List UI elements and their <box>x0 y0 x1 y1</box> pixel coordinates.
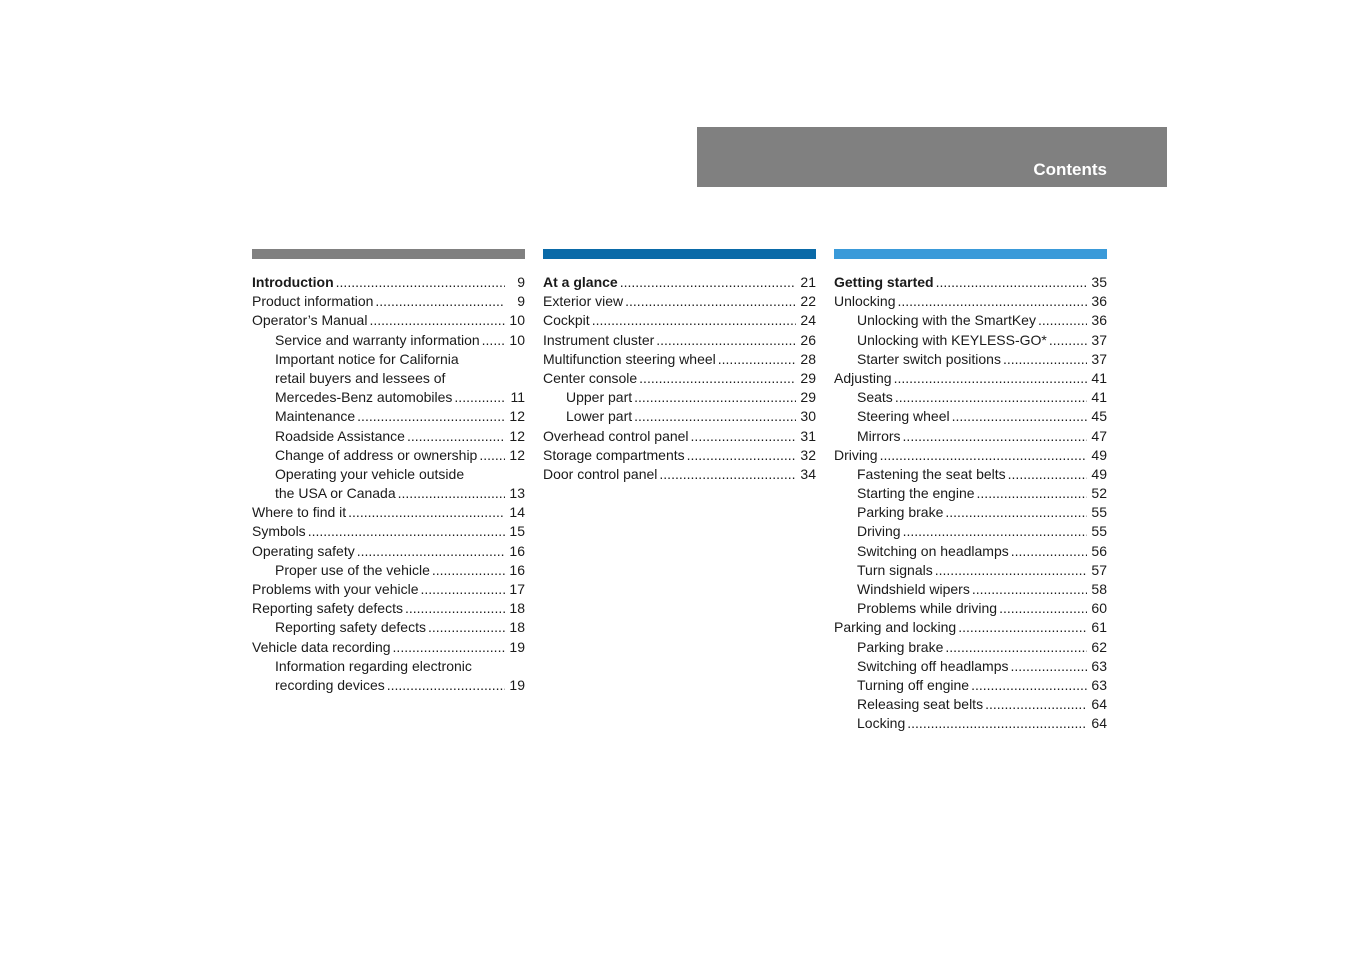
toc-entry-page-number: 60 <box>1091 600 1107 617</box>
toc-entry-label: Instrument cluster <box>543 331 655 348</box>
toc-entry[interactable] <box>834 522 1107 541</box>
toc-entry-label: At a glance <box>543 274 618 290</box>
toc-entry-page-number: 36 <box>1091 293 1107 310</box>
toc-entry-label: Switching off headlamps <box>857 657 1009 674</box>
toc-entry-page-number: 14 <box>509 504 525 521</box>
toc-entry[interactable] <box>834 273 1107 292</box>
toc-entry-label: Problems with your vehicle <box>252 581 419 597</box>
toc-list <box>834 273 1107 734</box>
dot-leader <box>620 273 796 292</box>
toc-entry-label: Operating your vehicle outside <box>275 465 465 482</box>
toc-entry[interactable] <box>834 542 1107 561</box>
dot-leader <box>903 522 1087 541</box>
dot-leader <box>691 427 796 446</box>
toc-column-introduction <box>252 249 525 695</box>
toc-entry-continuation <box>252 369 525 388</box>
toc-entry-page-number: 37 <box>1091 350 1107 367</box>
toc-entry-page-number: 41 <box>1091 369 1107 386</box>
toc-entry[interactable] <box>834 503 1107 522</box>
toc-entry[interactable] <box>543 427 816 446</box>
toc-entry[interactable] <box>252 484 525 503</box>
toc-entry-page-number: 47 <box>1091 427 1107 444</box>
toc-entry[interactable] <box>834 331 1107 350</box>
toc-entry-page-number: 24 <box>800 312 816 329</box>
toc-entry-label: Upper part <box>566 389 633 406</box>
section-bar <box>543 249 816 259</box>
toc-entry-page-number: 28 <box>800 350 816 367</box>
toc-entry[interactable] <box>543 369 816 388</box>
toc-entry-page-number: 58 <box>1091 581 1107 597</box>
toc-entry-page-number: 36 <box>1091 312 1107 329</box>
toc-entry-label: Unlocking with the SmartKey <box>857 312 1036 329</box>
toc-entry-label: Locking <box>857 715 906 732</box>
dot-leader <box>999 599 1087 618</box>
toc-entry[interactable] <box>834 638 1107 657</box>
toc-entry-label: Maintenance <box>275 408 356 425</box>
toc-entry-page-number: 16 <box>509 561 525 578</box>
dot-leader <box>659 465 796 484</box>
toc-entry-page-number: 15 <box>509 523 525 540</box>
toc-entry-label: the USA or Canada <box>275 485 396 502</box>
toc-entry[interactable] <box>252 427 525 446</box>
toc-entry-label: Fastening the seat belts <box>857 465 1006 482</box>
toc-entry-page-number: 64 <box>1091 696 1107 713</box>
toc-entry-page-number: 30 <box>800 408 816 425</box>
toc-list <box>252 273 525 695</box>
toc-entry[interactable] <box>252 388 525 407</box>
dot-leader <box>952 407 1087 426</box>
toc-entry-page-number: 13 <box>509 485 525 502</box>
toc-entry-label: Lower part <box>566 408 633 425</box>
toc-entry-label: Driving <box>857 523 901 540</box>
toc-entry-page-number: 10 <box>509 312 525 329</box>
toc-entry[interactable] <box>543 388 816 407</box>
toc-entry-page-number: 45 <box>1091 408 1107 425</box>
toc-entry[interactable] <box>834 599 1107 618</box>
dot-leader <box>687 446 796 465</box>
toc-entry-page-number: 57 <box>1091 561 1107 578</box>
toc-entry[interactable] <box>834 676 1107 695</box>
toc-entry[interactable] <box>543 446 816 465</box>
toc-entry[interactable] <box>543 350 816 369</box>
dot-leader <box>482 331 505 350</box>
toc-entry[interactable] <box>543 273 816 292</box>
toc-entry[interactable] <box>252 599 525 618</box>
toc-entry[interactable] <box>834 407 1107 426</box>
dot-leader <box>639 369 796 388</box>
toc-entry-label: recording devices <box>275 676 385 693</box>
toc-entry-page-number: 62 <box>1091 638 1107 655</box>
toc-entry-page-number: 12 <box>509 408 525 425</box>
toc-entry-label: Turn signals <box>857 561 933 578</box>
toc-entry-label: Driving <box>834 446 878 463</box>
toc-entry[interactable] <box>834 714 1107 733</box>
toc-entry-label: Overhead control panel <box>543 427 689 444</box>
toc-entry[interactable] <box>543 292 816 311</box>
toc-entry[interactable] <box>543 311 816 330</box>
toc-entry[interactable] <box>834 311 1107 330</box>
dot-leader <box>634 407 796 426</box>
dot-leader <box>971 676 1087 695</box>
toc-entry[interactable] <box>252 522 525 541</box>
toc-entry[interactable] <box>252 311 525 330</box>
toc-entry-page-number: 21 <box>800 274 816 290</box>
section-bar <box>252 249 525 259</box>
dot-leader <box>479 446 505 465</box>
toc-entry[interactable] <box>252 446 525 465</box>
dot-leader <box>405 599 505 618</box>
toc-entry-page-number: 18 <box>509 619 525 636</box>
toc-entry[interactable] <box>252 638 525 657</box>
dot-leader <box>348 503 505 522</box>
toc-entry-continuation <box>252 465 525 484</box>
dot-leader <box>393 638 505 657</box>
toc-entry[interactable] <box>834 561 1107 580</box>
dot-leader <box>625 292 796 311</box>
toc-entry-page-number: 31 <box>800 427 816 444</box>
toc-entry-label: Operator’s Manual <box>252 312 368 329</box>
toc-entry-label: Proper use of the vehicle <box>275 561 430 578</box>
toc-entry[interactable] <box>834 657 1107 676</box>
dot-leader <box>972 580 1087 599</box>
toc-entry-label: Center console <box>543 369 638 386</box>
toc-entry-page-number: 41 <box>1091 389 1107 406</box>
toc-entry-label: Mirrors <box>857 427 901 444</box>
toc-entry-label: Change of address or ownership <box>275 446 478 463</box>
toc-entry-label: Vehicle data recording <box>252 638 391 655</box>
toc-entry-label: Unlocking with KEYLESS-GO* <box>857 331 1047 348</box>
toc-entry-page-number: 19 <box>509 676 525 693</box>
dot-leader <box>1008 465 1087 484</box>
dot-leader <box>357 542 505 561</box>
dot-leader <box>336 273 505 292</box>
toc-entry-page-number: 56 <box>1091 542 1107 559</box>
dot-leader <box>428 618 505 637</box>
toc-entry-label: Product information <box>252 293 374 310</box>
dot-leader <box>1003 350 1087 369</box>
toc-entry-label: Storage compartments <box>543 446 685 463</box>
dot-leader <box>958 618 1087 637</box>
toc-entry-label: Service and warranty information <box>275 331 480 348</box>
toc-entry[interactable] <box>834 369 1107 388</box>
toc-entry-label: Switching on headlamps <box>857 542 1009 559</box>
toc-entry-label: Starter switch positions <box>857 350 1001 367</box>
toc-entry[interactable] <box>252 331 525 350</box>
toc-entry-page-number: 29 <box>800 369 816 386</box>
toc-entry-label: Door control panel <box>543 465 658 482</box>
toc-entry[interactable] <box>834 618 1107 637</box>
dot-leader <box>907 714 1087 733</box>
toc-entry[interactable] <box>543 407 816 426</box>
toc-entry[interactable] <box>834 484 1107 503</box>
toc-entry-continuation <box>252 657 525 676</box>
toc-entry[interactable] <box>834 580 1107 599</box>
toc-entry-label: Reporting safety defects <box>275 619 426 636</box>
toc-entry-label: Problems while driving <box>857 600 998 617</box>
toc-entry-page-number: 61 <box>1091 619 1107 636</box>
dot-leader <box>903 427 1087 446</box>
toc-column-at-a-glance <box>543 249 816 484</box>
dot-leader <box>375 292 505 311</box>
toc-entry-label: Important notice for California <box>275 350 459 367</box>
toc-list <box>543 273 816 484</box>
toc-entry-label: Exterior view <box>543 293 624 310</box>
toc-entry-label: Mercedes-Benz automobiles <box>275 389 453 406</box>
toc-entry[interactable] <box>543 465 816 484</box>
toc-entry-label: retail buyers and lessees of <box>275 369 446 386</box>
toc-entry[interactable] <box>252 503 525 522</box>
toc-entry-label: Operating safety <box>252 542 355 559</box>
toc-entry-label: Windshield wipers <box>857 581 970 597</box>
dot-leader <box>897 292 1087 311</box>
dot-leader <box>1049 331 1087 350</box>
dot-leader <box>369 311 505 330</box>
toc-entry[interactable] <box>834 427 1107 446</box>
dot-leader <box>454 388 505 407</box>
toc-entry-label: Seats <box>857 389 893 406</box>
toc-entry-page-number: 34 <box>800 465 816 482</box>
toc-entry-page-number: 12 <box>509 427 525 444</box>
toc-entry-label: Turning off engine <box>857 676 970 693</box>
toc-entry-page-number: 26 <box>800 331 816 348</box>
contents-header-tab <box>697 127 1167 187</box>
toc-entry-page-number: 18 <box>509 600 525 617</box>
toc-entry[interactable] <box>252 542 525 561</box>
dot-leader <box>935 561 1087 580</box>
dot-leader <box>656 331 796 350</box>
toc-entry-page-number: 19 <box>509 638 525 655</box>
toc-entry-label: Unlocking <box>834 293 896 310</box>
toc-entry-page-number: 35 <box>1091 274 1107 290</box>
toc-entry-label: Cockpit <box>543 312 590 329</box>
toc-entry[interactable] <box>834 388 1107 407</box>
toc-entry-label: Getting started <box>834 274 934 290</box>
dot-leader <box>634 388 796 407</box>
page-title: Contents <box>1033 160 1107 179</box>
toc-entry-page-number: 16 <box>509 542 525 559</box>
section-bar <box>834 249 1107 259</box>
toc-entry-label: Multifunction steering wheel <box>543 350 716 367</box>
toc-entry[interactable] <box>834 350 1107 369</box>
toc-entry-label: Where to find it <box>252 504 347 521</box>
toc-entry-label: Reporting safety defects <box>252 600 403 617</box>
dot-leader <box>398 484 505 503</box>
toc-entry-label: Parking brake <box>857 504 944 521</box>
toc-entry-page-number: 63 <box>1091 657 1107 674</box>
dot-leader <box>1011 657 1088 676</box>
toc-entry[interactable] <box>252 618 525 637</box>
toc-entry[interactable] <box>252 580 525 599</box>
dot-leader <box>407 427 505 446</box>
dot-leader <box>387 676 505 695</box>
toc-entry-page-number: 49 <box>1091 465 1107 482</box>
toc-entry-page-number: 12 <box>509 446 525 463</box>
dot-leader <box>718 350 796 369</box>
toc-column-getting-started <box>834 249 1107 734</box>
dot-leader <box>1038 311 1087 330</box>
toc-entry-page-number: 9 <box>517 293 525 310</box>
toc-entry-label: Steering wheel <box>857 408 950 425</box>
toc-entry[interactable] <box>834 292 1107 311</box>
toc-entry-label: Releasing seat belts <box>857 696 984 713</box>
toc-entry-page-number: 11 <box>510 389 525 406</box>
toc-entry-page-number: 64 <box>1091 715 1107 732</box>
toc-entry-label: Roadside Assistance <box>275 427 405 444</box>
toc-entry[interactable] <box>834 465 1107 484</box>
dot-leader <box>592 311 796 330</box>
toc-entry-page-number: 29 <box>800 389 816 406</box>
dot-leader <box>432 561 505 580</box>
toc-entry-page-number: 9 <box>517 274 525 290</box>
dot-leader <box>895 388 1087 407</box>
toc-entry-page-number: 10 <box>509 331 525 348</box>
toc-entry-page-number: 37 <box>1091 331 1107 348</box>
toc-entry[interactable] <box>834 446 1107 465</box>
toc-entry-label: Parking brake <box>857 638 944 655</box>
toc-entry-page-number: 55 <box>1091 523 1107 540</box>
dot-leader <box>1011 542 1087 561</box>
toc-entry[interactable] <box>543 331 816 350</box>
dot-leader <box>945 638 1087 657</box>
toc-entry-page-number: 32 <box>800 446 816 463</box>
toc-entry[interactable] <box>834 695 1107 714</box>
toc-entry[interactable] <box>252 407 525 426</box>
toc-entry-label: Information regarding electronic <box>275 657 472 674</box>
dot-leader <box>977 484 1087 503</box>
toc-entry-page-number: 55 <box>1091 504 1107 521</box>
toc-entry-label: Symbols <box>252 523 306 540</box>
toc-entry-page-number: 52 <box>1091 485 1107 502</box>
toc-entry[interactable] <box>252 273 525 292</box>
toc-entry-label: Adjusting <box>834 369 892 386</box>
toc-entry-page-number: 17 <box>509 581 525 597</box>
dot-leader <box>936 273 1087 292</box>
toc-entry-label: Introduction <box>252 274 334 290</box>
dot-leader <box>985 695 1087 714</box>
toc-entry-continuation <box>252 350 525 369</box>
dot-leader <box>421 580 505 599</box>
dot-leader <box>308 522 505 541</box>
dot-leader <box>880 446 1087 465</box>
toc-entry[interactable] <box>252 292 525 311</box>
toc-entry-page-number: 63 <box>1091 676 1107 693</box>
toc-entry-label: Parking and locking <box>834 619 957 636</box>
dot-leader <box>894 369 1087 388</box>
toc-entry-page-number: 22 <box>800 293 816 310</box>
toc-entry[interactable] <box>252 561 525 580</box>
dot-leader <box>945 503 1087 522</box>
toc-entry-page-number: 49 <box>1091 446 1107 463</box>
dot-leader <box>357 407 505 426</box>
toc-entry[interactable] <box>252 676 525 695</box>
toc-entry-label: Starting the engine <box>857 485 975 502</box>
